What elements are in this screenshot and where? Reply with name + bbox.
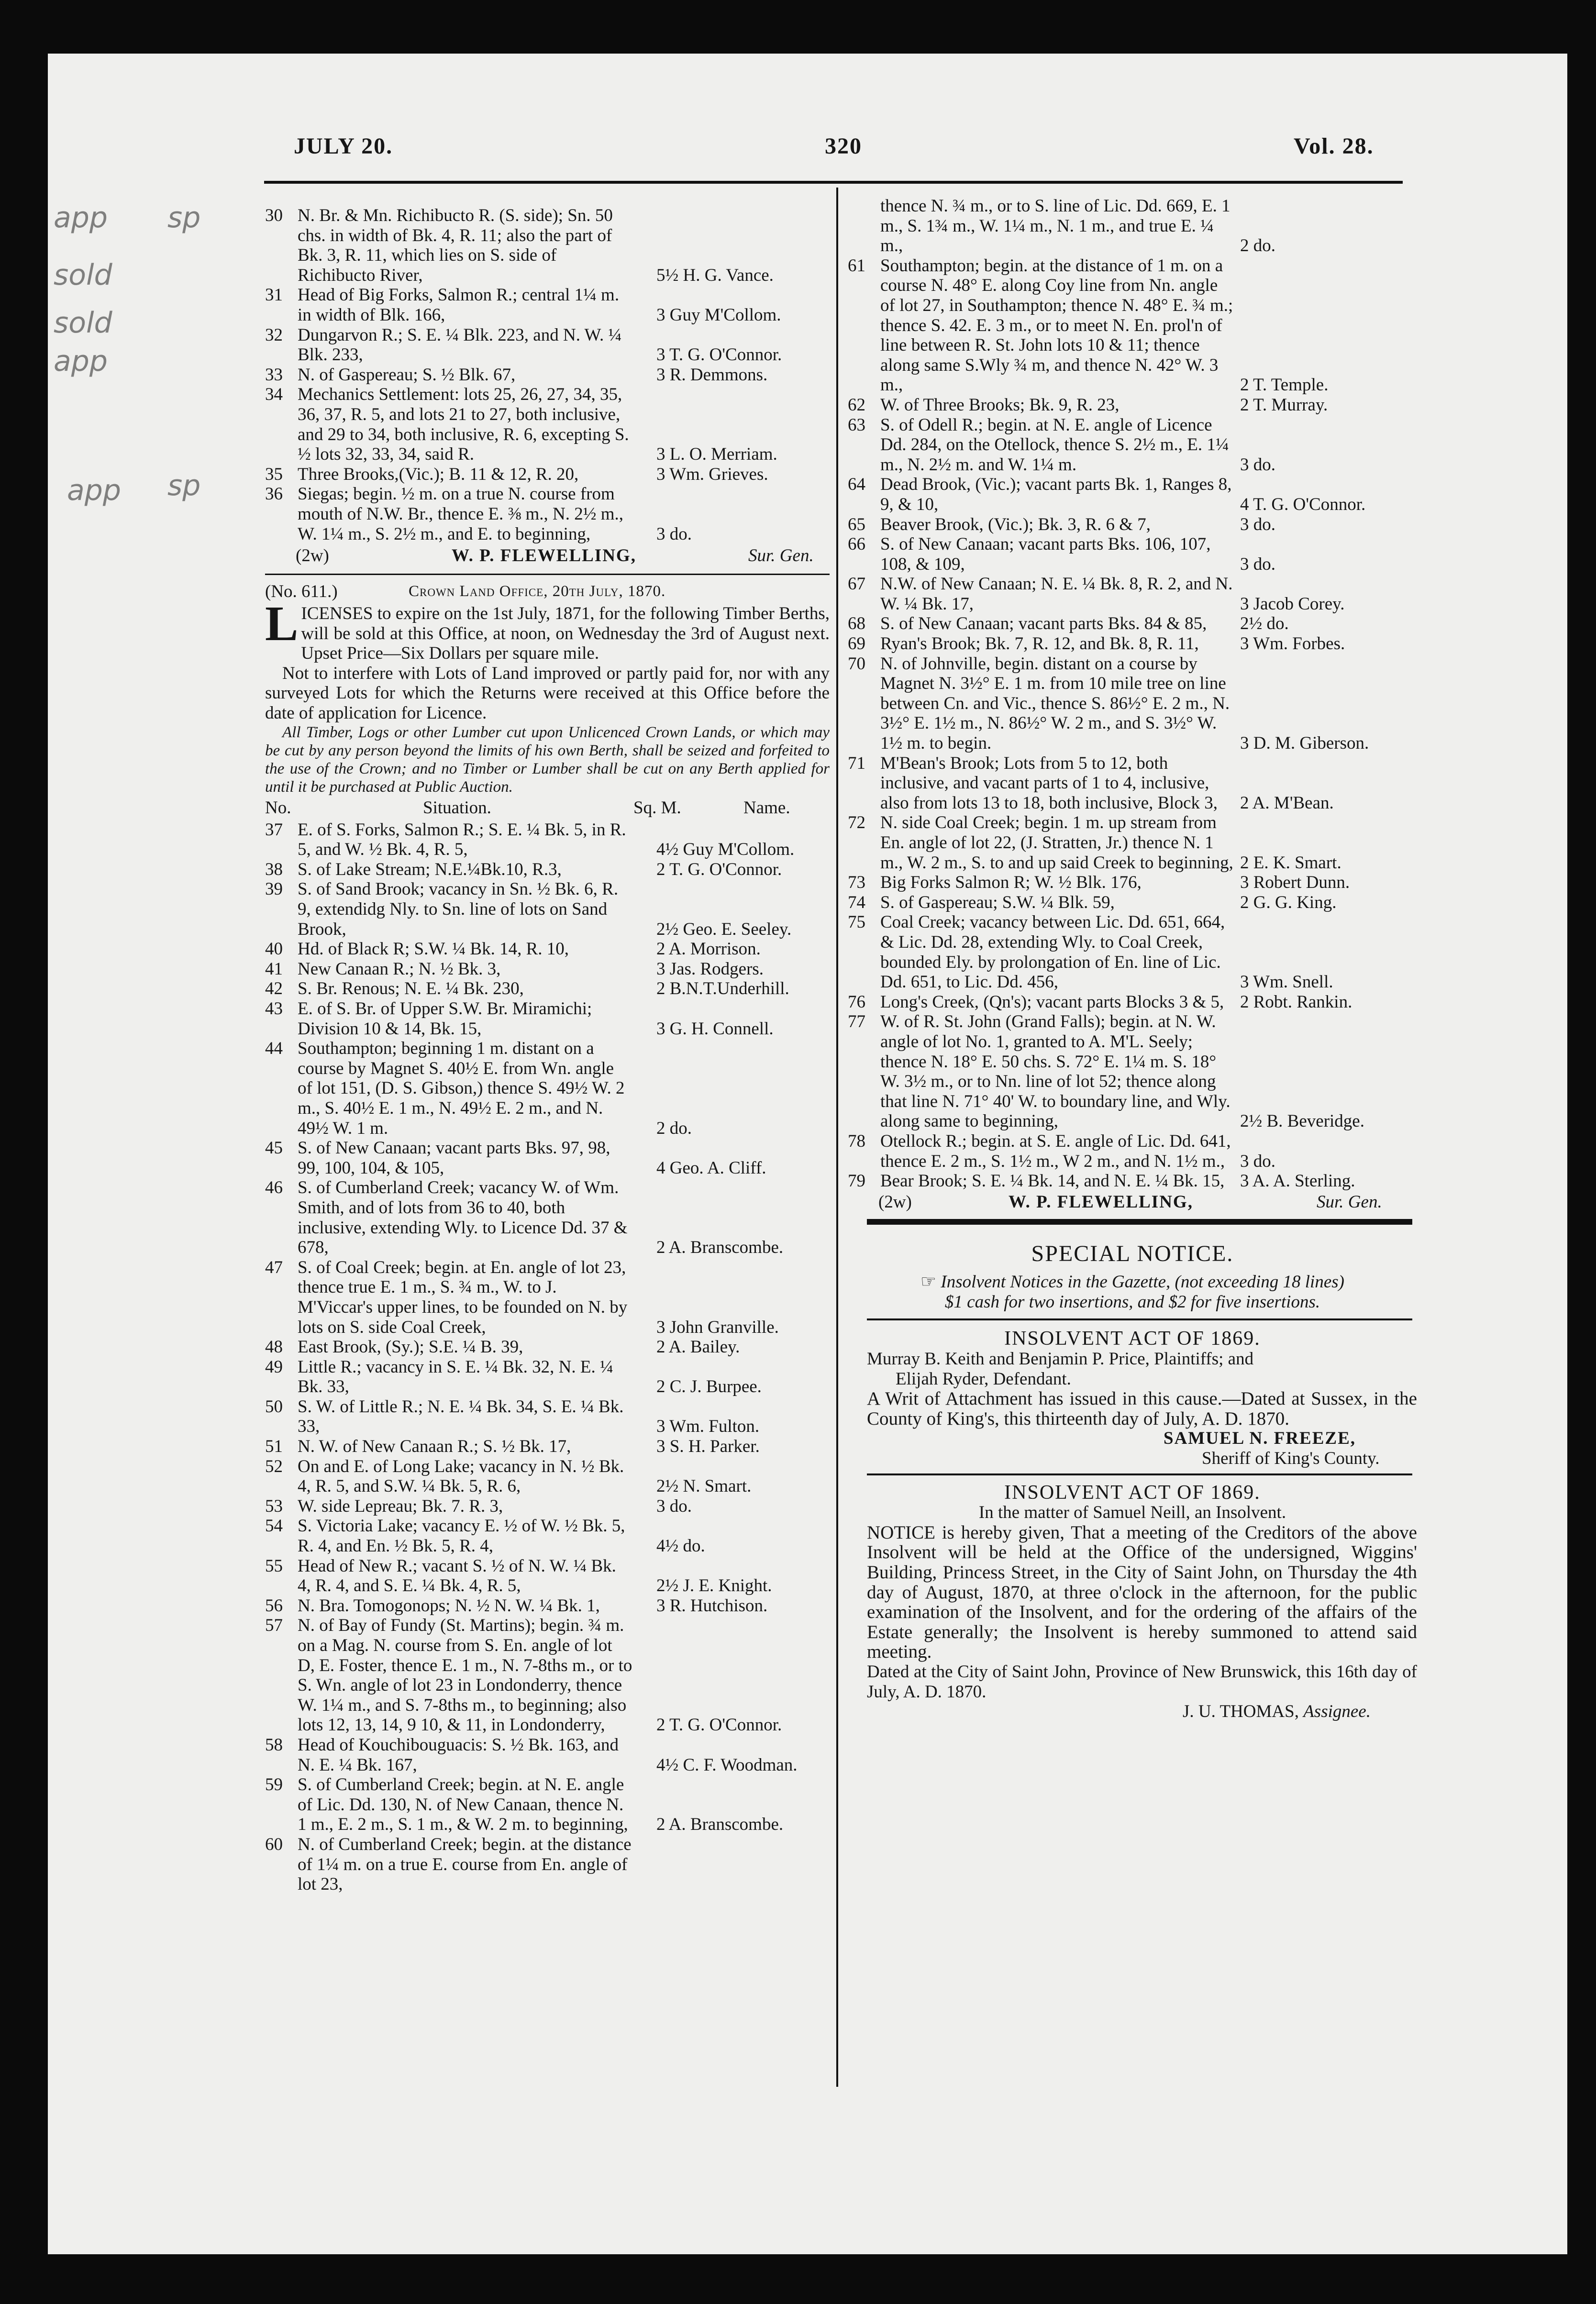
entry-number: 37 (265, 820, 283, 840)
list-item (265, 1258, 830, 1337)
notice-body (265, 596, 830, 796)
entry-number: 40 (265, 939, 283, 959)
entry-number: 55 (265, 1556, 283, 1576)
entry-number: 76 (848, 992, 865, 1012)
entry-number: 45 (265, 1138, 283, 1158)
entry-situation: S. of Odell R.; begin. at N. E. angle of Licence Dd. 284, on the Otellock, thence S. 2½ m., E. 1¼ m., N. 2½ m. and W. 1¼ m. (880, 415, 1229, 475)
margin-note: sp (167, 201, 201, 234)
list-item (265, 385, 830, 464)
entry-licensee: 3 Robert Dunn. (1240, 873, 1350, 893)
list-item (265, 1178, 830, 1257)
special-notice-title: SPECIAL NOTICE. (1031, 1241, 1234, 1266)
list-item (265, 1437, 830, 1457)
entry-licensee: 3 S. H. Parker. (656, 1437, 760, 1457)
entry-licensee: 2½ Geo. E. Seeley. (656, 919, 792, 939)
entry-number: 53 (265, 1496, 283, 1516)
entry-licensee: 4½ do. (656, 1536, 705, 1556)
notice-para: ICENSES to expire on the 1st July, 1871, for the following Timber Berths, will be sold at this Office, at noon, on Wednesday the 3rd of August next. Upset Price—Six Dollars per square mile. (301, 604, 830, 664)
list-item (848, 1012, 1417, 1131)
entry-number: 62 (848, 395, 865, 415)
entry-situation: N. W. of New Canaan R.; S. ½ Bk. 17, (298, 1437, 571, 1457)
licence-list-top (265, 206, 830, 544)
special-notice-line (848, 1272, 1417, 1292)
list-item (848, 395, 1417, 415)
insolvent-title: INSOLVENT ACT OF 1869. (1004, 1328, 1261, 1350)
entry-licensee: 5½ H. G. Vance. (656, 265, 774, 285)
entry-situation: S. of Cumberland Creek; vacancy W. of Wm. Smith, and of lots from 36 to 40, both inclusive, extending Wly. to Licence Dd. 37 & 678, (298, 1178, 628, 1258)
list-item (848, 893, 1417, 913)
insolvent-signer: SAMUEL N. FREEZE, (1164, 1429, 1356, 1449)
list-item (265, 1039, 830, 1138)
entry-licensee: 3 Wm. Forbes. (1240, 634, 1345, 654)
entry-licensee: 2 E. K. Smart. (1240, 853, 1341, 873)
signature-block (848, 1192, 1417, 1216)
licence-list-continued (848, 196, 1417, 1191)
insolvent-signer-title: Assignee. (1303, 1702, 1371, 1722)
insolvent-dated: Dated at the City of Saint John, Province of New Brunswick, this 16th day of July, A. D. 1870. (867, 1662, 1417, 1702)
entry-number: 75 (848, 912, 865, 932)
entry-licensee: 3 do. (656, 1496, 692, 1516)
entry-number: 36 (265, 484, 283, 504)
entry-number: 61 (848, 255, 865, 276)
entry-situation: Head of Kouchibouguacis: S. ½ Bk. 163, and N. E. ¼ Bk. 167, (298, 1735, 619, 1775)
entry-licensee: 2 do. (656, 1118, 692, 1138)
entry-situation: Three Brooks,(Vic.); B. 11 & 12, R. 20, (298, 464, 579, 484)
list-item (848, 992, 1417, 1012)
volume-number: Vol. 28. (1294, 133, 1374, 159)
entry-situation: N. Bra. Tomogonops; N. ½ N. W. ¼ Bk. 1, (298, 1595, 600, 1616)
insolvent-signer-line (848, 1702, 1417, 1722)
entry-number: 54 (265, 1516, 283, 1536)
entry-situation: New Canaan R.; N. ½ Bk. 3, (298, 959, 501, 979)
col-no: No. (265, 798, 291, 818)
section-rule (867, 1473, 1412, 1475)
entry-licensee: 3 L. O. Merriam. (656, 444, 777, 465)
entry-situation: Southampton; begin. at the distance of 1 m. on a course N. 48° E. along Coy line from Nn. angle of lot 27, in Southampton; thence N. 48° E. ¾ m.; thence S. 42. E. 3 m., or to meet N. En. prol'n of line between R. St. John lots 10 & 11; thence along same S.Wly ¾ m, and thence N. 42° W. 3 m., (880, 255, 1233, 395)
entry-situation: Otellock R.; begin. at S. E. angle of Lic. Dd. 641, thence E. 2 m., S. 1½ m., W 2 m., and N. 1½ m., (880, 1131, 1231, 1171)
notice-para: All Timber, Logs or other Lumber cut upon Unlicenced Crown Lands, or which may be cut by any person beyond the limits of his own Berth, shall be seized and forfeited to the use of the Crown; and no Timber or Lumber shall be cut on any Berth applied for until it be purchased at Public Auction. (265, 723, 830, 796)
entry-licensee: 4 Geo. A. Cliff. (656, 1158, 766, 1178)
entry-licensee: 4 T. G. O'Connor. (1240, 494, 1366, 514)
entry-licensee: 2 A. M'Bean. (1240, 793, 1334, 813)
special-notice-rates: $1 cash for two insertions, and $2 for five insertions. (944, 1292, 1320, 1312)
list-item (265, 1775, 830, 1835)
entry-situation: Coal Creek; vacancy between Lic. Dd. 651, 664, & Lic. Dd. 28, extending Wly. to Coal Creek, bounded Ely. by prolongation of En. line of Lic. Dd. 651, to Lic. Dd. 456, (880, 912, 1225, 992)
entry-number: 46 (265, 1178, 283, 1198)
margin-note: app (54, 201, 108, 234)
entry-number: 78 (848, 1131, 865, 1151)
entry-number: 42 (265, 979, 283, 999)
left-column (265, 206, 830, 1894)
entry-licensee: 3 do. (656, 524, 692, 544)
entry-situation: N. Br. & Mn. Richibucto R. (S. side); Sn. 50 chs. in width of Bk. 4, R. 11; also the part of Bk. 3, R. 11, which lies on S. side of Richibucto River, (298, 206, 613, 285)
entry-situation: Big Forks Salmon R; W. ½ Blk. 176, (880, 873, 1142, 893)
entry-situation: M'Bean's Brook; Lots from 5 to 12, both inclusive, and vacant parts of 1 to 4, inclusive, also from lots 13 to 18, both inclusive, Block 3, (880, 753, 1218, 813)
entry-situation: On and E. of Long Lake; vacancy in N. ½ Bk. 4, R. 5, and S.W. ¼ Bk. 5, R. 6, (298, 1456, 624, 1496)
entry-situation: E. of S. Br. of Upper S.W. Br. Miramichi; Division 10 & 14, Bk. 15, (298, 999, 592, 1039)
entry-licensee: 3 G. H. Connell. (656, 1019, 774, 1039)
entry-licensee: 3 Guy M'Collom. (656, 305, 781, 325)
entry-number: 47 (265, 1257, 283, 1277)
list-item (265, 820, 830, 860)
entry-licensee: 3 R. Demmons. (656, 365, 768, 385)
entry-number: 35 (265, 464, 283, 484)
section-rule (265, 574, 830, 575)
notice-heading (265, 582, 830, 604)
list-item (265, 1337, 830, 1357)
list-item (265, 1397, 830, 1437)
list-item (848, 534, 1417, 574)
entry-number: 51 (265, 1437, 283, 1457)
entry-situation: N. of Cumberland Creek; begin. at the distance of 1¼ m. on a true E. course from En. angle of lot 23, (298, 1834, 632, 1894)
list-item (848, 634, 1417, 654)
sig-title: Sur. Gen. (748, 546, 814, 566)
entry-situation: Beaver Brook, (Vic.); Bk. 3, R. 6 & 7, (880, 514, 1151, 534)
insolvent-body: NOTICE is hereby given, That a meeting of the Creditors of the above Insolvent will be held at the Office of the undersigned, Wiggins' Building, Princess Street, in the City of Saint John, on Thursday the 4th day of August, 1870, at three o'clock in the afternoon, for the public examination of the Insolvent, and for the ordering of the affairs of the Estate generally; the Insolvent is hereby summoned to attend said meeting. (867, 1522, 1417, 1662)
entry-licensee: 2 A. Bailey. (656, 1337, 740, 1357)
list-item (265, 365, 830, 385)
entry-number: 38 (265, 859, 283, 879)
heavy-rule (867, 1219, 1412, 1225)
entry-situation: Long's Creek, (Qn's); vacant parts Blocks 3 & 5, (880, 992, 1224, 1012)
entry-situation: Siegas; begin. ½ m. on a true N. course from mouth of N.W. Br., thence E. ⅜ m., N. 2½ m., W. 1¼ m., S. 2½ m., and E. to beginning, (298, 484, 624, 544)
entry-number: 60 (265, 1834, 283, 1854)
entry-number: 50 (265, 1396, 283, 1417)
drop-cap: L (265, 596, 299, 652)
list-item (848, 753, 1417, 813)
entry-licensee: 2½ J. E. Knight. (656, 1576, 772, 1596)
margin-note: sold (54, 258, 112, 292)
entry-number: 74 (848, 892, 865, 912)
entry-number: 65 (848, 514, 865, 534)
sig-label: (2w) (296, 546, 329, 566)
list-item (265, 285, 830, 325)
list-item (848, 196, 1417, 256)
entry-licensee: 2 T. Murray. (1240, 395, 1328, 415)
entry-situation: E. of S. Forks, Salmon R.; S. E. ¼ Bk. 5, in R. 5, and W. ½ Bk. 4, R. 5, (298, 820, 626, 860)
list-item (265, 1138, 830, 1178)
entry-situation: S. of Lake Stream; N.E.¼Bk.10, R.3, (298, 859, 562, 879)
list-item (265, 1735, 830, 1775)
entry-situation: N.W. of New Canaan; N. E. ¼ Bk. 8, R. 2, and N. W. ¼ Bk. 17, (880, 574, 1233, 614)
entry-situation: S. Victoria Lake; vacancy E. ½ of W. ½ Bk. 5, R. 4, and En. ½ Bk. 5, R. 4, (298, 1516, 625, 1556)
entry-licensee: 2½ B. Beveridge. (1240, 1111, 1364, 1131)
list-item (848, 574, 1417, 614)
sig-title: Sur. Gen. (1317, 1192, 1382, 1212)
entry-situation: Head of New R.; vacant S. ½ of N. W. ¼ Bk. 4, R. 4, and S. E. ¼ Bk. 4, R. 5, (298, 1556, 616, 1596)
entry-licensee: 3 John Granville. (656, 1317, 779, 1337)
entry-situation: N. side Coal Creek; begin. 1 m. up stream from En. angle of lot 22, (J. Stratten, Jr.) thence N. 1 m., W. 2 m., S. to and up said Creek to beginning, (880, 813, 1233, 873)
entry-situation: S. of Coal Creek; begin. at En. angle of lot 23, thence true E. 1 m., S. ¾ m., W. to J. M'Viccar's upper lines, to be founded on N. by lots on S. side Coal Creek, (298, 1257, 628, 1337)
entry-situation: Head of Big Forks, Salmon R.; central 1¼ m. in width of Blk. 166, (298, 285, 620, 325)
list-item (265, 999, 830, 1039)
entry-number: 34 (265, 385, 283, 405)
sig-name: W. P. FLEWELLING, (1009, 1192, 1193, 1212)
list-item (848, 475, 1417, 514)
entry-number: 57 (265, 1616, 283, 1636)
insolvent-body: A Writ of Attachment has issued in this cause.—Dated at Sussex, in the County of King's, this thirteenth day of July, A. D. 1870. (867, 1388, 1417, 1429)
entry-situation: Dungarvon R.; S. E. ¼ Blk. 223, and N. W. ¼ Blk. 233, (298, 325, 622, 365)
list-item (848, 1131, 1417, 1171)
entry-licensee: 2 A. Branscombe. (656, 1815, 784, 1835)
entry-number: 71 (848, 753, 865, 773)
entry-situation: N. of Johnville, begin. distant on a course by Magnet N. 3½° E. 1 m. from 10 mile tree on line between Cn. and Vic., thence S. 86½° E. 2 m., N. 3½° E. 1½ m., N. 86½° W. 2 m., and S. 3½° W. 1½ m. to begin. (880, 654, 1230, 753)
entry-situation: thence N. ¾ m., or to S. line of Lic. Dd. 669, E. 1 m., S. 1¾ m., W. 1¼ m., N. 1 m., and true E. ¼ m., (880, 196, 1230, 256)
list-item (265, 860, 830, 880)
list-item (265, 1357, 830, 1397)
insolvent-signer-title: Sheriff of King's County. (1202, 1449, 1380, 1469)
entry-situation: S. W. of Little R.; N. E. ¼ Bk. 34, S. E. ¼ Bk. 33, (298, 1396, 624, 1437)
entry-licensee: 2 B.N.T.Underhill. (656, 979, 789, 999)
entry-number: 63 (848, 415, 865, 435)
entry-licensee: 4½ C. F. Woodman. (656, 1755, 798, 1775)
entry-licensee: 3 do. (1240, 554, 1275, 574)
entry-situation: Dead Brook, (Vic.); vacant parts Bk. 1, Ranges 8, 9, & 10, (880, 475, 1232, 514)
entry-situation: W. of R. St. John (Grand Falls); begin. at N. W. angle of lot No. 1, granted to A. M'L. Seely; thence N. 18° E. 50 chs. S. 72° E. 1¼ m. S. 18° W. 3½ m., or to Nn. line of lot 52; thence along that line N. 71° 40' W. to boundary line, and Wly. along same to beginning, (880, 1012, 1230, 1131)
header-rule (264, 181, 1403, 184)
insolvent-parties: Murray B. Keith and Benjamin P. Price, Plaintiffs; and (867, 1349, 1254, 1369)
list-item (848, 912, 1417, 992)
entry-situation: S. of New Canaan; vacant parts Bks. 97, 98, 99, 100, 104, & 105, (298, 1138, 610, 1178)
notice-office: Crown Land Office, 20th July, 1870. (409, 583, 666, 600)
entry-licensee: 2 T. G. O'Connor. (656, 1715, 782, 1735)
entry-number: 49 (265, 1357, 283, 1377)
list-item (265, 1835, 830, 1894)
notice-number: (No. 611.) (265, 582, 338, 602)
entry-situation: S. of New Canaan; vacant parts Bks. 106, 107, 108, & 109, (880, 534, 1211, 574)
entry-licensee: 3 Wm. Grieves. (656, 464, 768, 484)
entry-licensee: 3 R. Hutchison. (656, 1595, 768, 1616)
entry-licensee: 3 do. (1240, 514, 1275, 534)
list-item (265, 465, 830, 485)
entry-number: 56 (265, 1595, 283, 1616)
list-item (265, 879, 830, 939)
entry-situation: S. of Sand Brook; vacancy in Sn. ½ Bk. 6, R. 9, extendidg Nly. to Sn. line of lots on Sand Brook, (298, 879, 619, 939)
list-item (848, 1171, 1417, 1191)
entry-number: 67 (848, 574, 865, 594)
entry-number: 77 (848, 1012, 865, 1032)
entry-number: 32 (265, 325, 283, 345)
entry-number: 30 (265, 206, 283, 225)
list-item (848, 654, 1417, 753)
entry-situation: Ryan's Brook; Bk. 7, R. 12, and Bk. 8, R. 11, (880, 634, 1199, 654)
list-item (265, 1457, 830, 1496)
list-item (265, 979, 830, 999)
insolvent-title: INSOLVENT ACT OF 1869. (1004, 1481, 1261, 1504)
entry-number: 48 (265, 1337, 283, 1357)
entry-number: 43 (265, 999, 283, 1019)
entry-number: 58 (265, 1735, 283, 1755)
entry-licensee: 2 do. (1240, 236, 1275, 256)
entry-number: 31 (265, 285, 283, 305)
list-item (265, 1516, 830, 1556)
list-item (848, 415, 1417, 475)
insolvent-matter: In the matter of Samuel Neill, an Insolvent. (978, 1503, 1286, 1523)
list-item (265, 1556, 830, 1596)
entry-licensee: 3 T. G. O'Connor. (656, 345, 782, 365)
insolvent-signer: J. U. THOMAS, (1183, 1702, 1299, 1722)
entry-number: 33 (265, 365, 283, 385)
list-item (265, 1496, 830, 1517)
entry-licensee: 2 C. J. Burpee. (656, 1377, 762, 1397)
entry-situation: Mechanics Settlement: lots 25, 26, 27, 34, 35, 36, 37, R. 5, and lots 21 to 27, both inclusive, and 29 to 34, both inclusive, R. 6, excepting S. ½ lots 32, 33, 34, said R. (298, 385, 629, 465)
entry-number: 52 (265, 1456, 283, 1476)
sig-name: W. P. FLEWELLING, (452, 546, 636, 566)
entry-number: 44 (265, 1039, 283, 1059)
entry-number: 73 (848, 873, 865, 893)
pointing-hand-icon: ☞ (920, 1272, 937, 1292)
entry-licensee: 2 A. Morrison. (656, 939, 761, 959)
entry-licensee: 3 D. M. Giberson. (1240, 733, 1369, 753)
entry-situation: East Brook, (Sy.); S.E. ¼ B. 39, (298, 1337, 523, 1357)
margin-note: app (54, 344, 108, 378)
margin-note: sp (167, 469, 201, 502)
entry-number: 66 (848, 534, 865, 554)
list-item (848, 614, 1417, 634)
entry-number: 68 (848, 614, 865, 634)
entry-licensee: 2 T. G. O'Connor. (656, 859, 782, 879)
entry-situation: S. of New Canaan; vacant parts Bks. 84 & 85, (880, 614, 1207, 634)
entry-situation: S. of Gaspereau; S.W. ¼ Blk. 59, (880, 892, 1115, 912)
entry-licensee: 3 Wm. Fulton. (656, 1417, 760, 1437)
list-item (265, 206, 830, 285)
entry-licensee: 3 Jas. Rodgers. (656, 959, 764, 979)
entry-situation: W. of Three Brooks; Bk. 9, R. 23, (880, 395, 1119, 415)
notice-para: Not to interfere with Lots of Land improved or partly paid for, nor with any surveyed Lots for which the Returns were received at this Office before the date of application for Licence. (265, 663, 830, 723)
entry-number: 72 (848, 813, 865, 833)
entry-number: 70 (848, 654, 865, 674)
entry-number: 41 (265, 959, 283, 979)
entry-number: 59 (265, 1775, 283, 1795)
entry-situation: N. of Gaspereau; S. ½ Blk. 67, (298, 365, 516, 385)
entry-licensee: 3 do. (1240, 1151, 1275, 1171)
list-item (848, 515, 1417, 535)
signature-block (265, 546, 830, 570)
entry-situation: Hd. of Black R; S.W. ¼ Bk. 14, R. 10, (298, 939, 569, 959)
entry-situation: Southampton; beginning 1 m. distant on a course by Magnet S. 40½ E. from Wn. angle of lot 151, (D. S. Gibson,) thence S. 49½ W. 2 m., S. 40½ E. 1 m., N. 49½ E. 2 m., and N. 49½ W. 1 m. (298, 1039, 625, 1138)
entry-licensee: 4½ Guy M'Collom. (656, 840, 795, 860)
entry-licensee: 2 A. Branscombe. (656, 1238, 784, 1258)
margin-note: app (67, 474, 121, 507)
list-item (265, 325, 830, 365)
list-item (848, 813, 1417, 873)
entry-situation: S. of Cumberland Creek; begin. at N. E. angle of Lic. Dd. 130, N. of New Canaan, thence N. 1 m., E. 2 m., S. 1 m., & W. 2 m. to beginning, (298, 1775, 628, 1835)
list-item (265, 1616, 830, 1735)
col-situation: Situation. (423, 798, 491, 818)
right-column (848, 196, 1417, 1722)
entry-licensee: 2 Robt. Rankin. (1240, 992, 1352, 1012)
entry-licensee: 3 do. (1240, 454, 1275, 475)
col-sqm: Sq. M. (633, 798, 681, 818)
page-number: 320 (825, 133, 862, 159)
section-rule (867, 1318, 1412, 1320)
entry-licensee: 2½ do. (1240, 614, 1289, 634)
licence-list (265, 820, 830, 1894)
list-item (265, 939, 830, 959)
entry-licensee: 3 Wm. Snell. (1240, 972, 1333, 992)
entry-number: 79 (848, 1171, 865, 1191)
insolvent-parties-2: Elijah Ryder, Defendant. (896, 1369, 1071, 1389)
entry-situation: W. side Lepreau; Bk. 7. R. 3, (298, 1496, 503, 1516)
entry-number: 69 (848, 634, 865, 654)
entry-number: 64 (848, 475, 865, 495)
list-item (265, 1596, 830, 1616)
entry-licensee: 2 G. G. King. (1240, 892, 1337, 912)
sig-label: (2w) (878, 1192, 912, 1212)
margin-note: sold (54, 306, 112, 340)
list-item (848, 873, 1417, 893)
list-item (265, 959, 830, 979)
header-date: JULY 20. (294, 133, 393, 159)
special-notice-text: Insolvent Notices in the Gazette, (not exceeding 18 lines) (941, 1272, 1344, 1292)
table-header (265, 798, 830, 820)
entry-licensee: 2 T. Temple. (1240, 375, 1329, 395)
list-item (848, 256, 1417, 395)
entry-situation: Little R.; vacancy in S. E. ¼ Bk. 32, N. E. ¼ Bk. 33, (298, 1357, 613, 1397)
list-item (265, 484, 830, 544)
col-name: Name. (743, 798, 790, 818)
entry-licensee: 3 A. A. Sterling. (1240, 1171, 1355, 1191)
entry-number: 39 (265, 879, 283, 899)
entry-situation: Bear Brook; S. E. ¼ Bk. 14, and N. E. ¼ Bk. 15, (880, 1171, 1225, 1191)
entry-licensee: 3 Jacob Corey. (1240, 594, 1345, 614)
entry-situation: S. Br. Renous; N. E. ¼ Bk. 230, (298, 979, 524, 999)
entry-situation: N. of Bay of Fundy (St. Martins); begin. ¾ m. on a Mag. N. course from S. En. angle of lot D, E. Foster, thence E. 1 m., N. 7-8ths m., or to S. Wn. angle of lot 23 in Londonderry, thence W. 1¼ m., and S. 7-8ths m., to beginning; also lots 12, 13, 14, 9 10, & 11, in Londonderry, (298, 1616, 632, 1735)
entry-licensee: 2½ N. Smart. (656, 1476, 752, 1496)
